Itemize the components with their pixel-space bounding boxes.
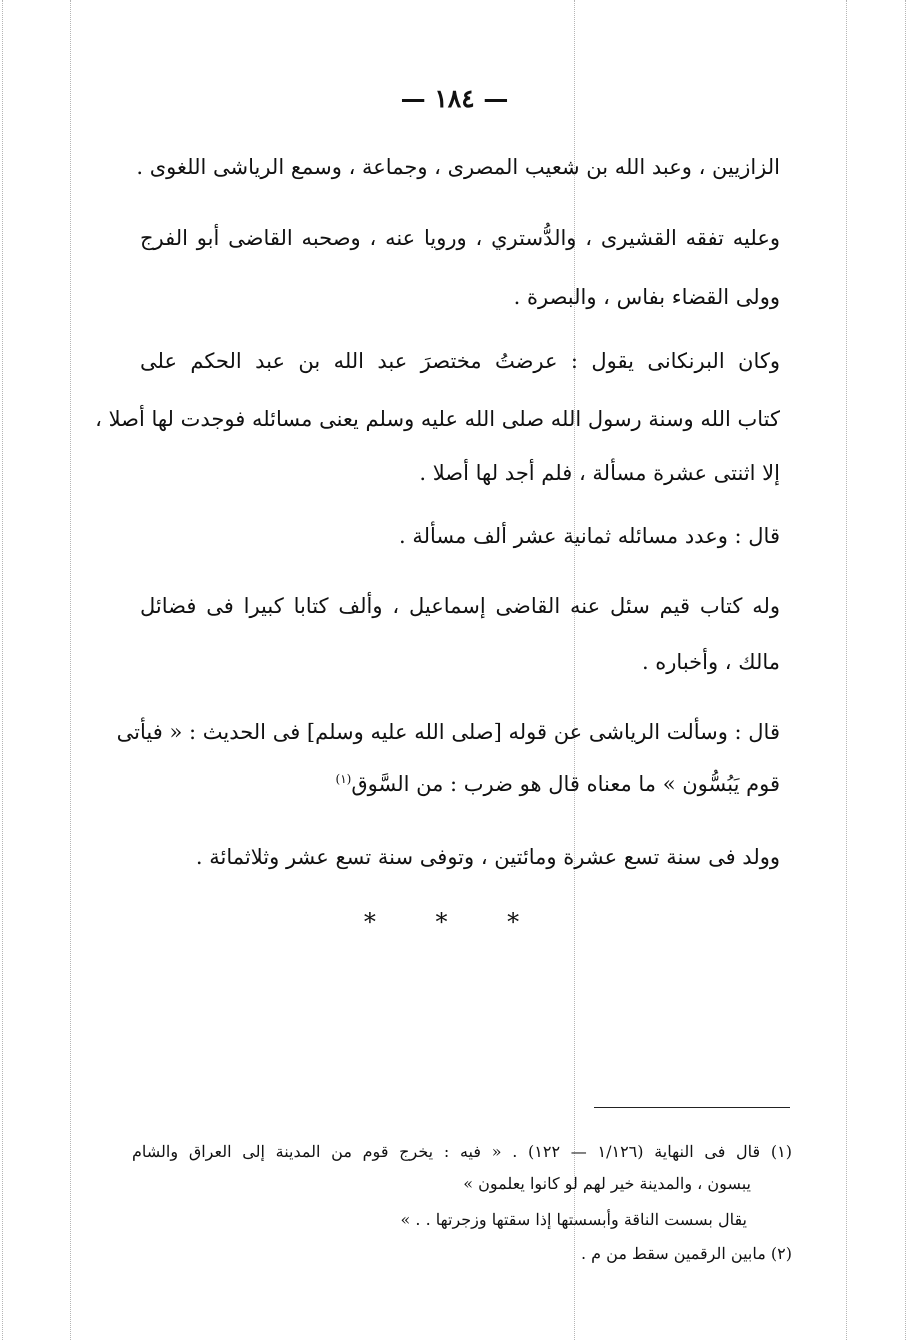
scan-margin-line xyxy=(70,0,71,1340)
scan-margin-line xyxy=(905,0,906,1340)
body-line: قال : وعدد مسائله ثمانية عشر ألف مسألة . xyxy=(398,524,780,548)
footnote-line: يقال بسست الناقة وأبسستها إذا سقتها وزجرتها . . » xyxy=(400,1210,747,1229)
page-number: — ١٨٤ — xyxy=(400,84,509,113)
body-line: وولد فى سنة تسع عشرة ومائتين ، وتوفى سنة تسع عشر وثلاثمائة . xyxy=(195,845,780,869)
body-line: الزازيين ، وعبد الله بن شعيب المصرى ، وجماعة ، وسمع الرياشى اللغوى . xyxy=(136,155,780,179)
body-line: إلا اثنتى عشرة مسألة ، فلم أجد لها أصلا . xyxy=(419,461,780,485)
footnote-line: يبسون ، والمدينة خير لهم لو كانوا يعلمون » xyxy=(463,1174,751,1193)
body-line: وكان البرنكانى يقول : عرضتُ مختصرَ عبد الله بن عبد الحكم على xyxy=(140,349,780,373)
body-line: قال : وسألت الرياشى عن قوله [صلى الله عليه وسلم] فى الحديث : « فيأتى xyxy=(116,720,780,744)
scan-margin-line xyxy=(846,0,847,1340)
body-line xyxy=(140,769,780,799)
footnote-rule xyxy=(594,1107,790,1108)
body-line: وعليه تفقه القشيرى ، والدُّستري ، ورويا عنه ، وصحبه القاضى أبو الفرج xyxy=(140,226,780,250)
footnote-marker-1: (١) xyxy=(335,772,352,786)
footnote-line: (١) قال فى النهاية (١/١٢٦ — ١٢٢) . « فيه : يخرج قوم من المدينة إلى العراق والشام xyxy=(132,1142,793,1161)
scan-margin-line xyxy=(2,0,3,1340)
body-line: وله كتاب قيم سئل عنه القاضى إسماعيل ، وألف كتابا كبيرا فى فضائل xyxy=(140,594,780,618)
section-separator: * * * xyxy=(363,908,546,936)
body-line: كتاب الله وسنة رسول الله صلى الله عليه وسلم يعنى مسائله فوجدت لها أصلا ، xyxy=(95,407,780,431)
footnote-line: (٢) مابين الرقمين سقط من م . xyxy=(581,1244,792,1263)
body-line: مالك ، وأخباره . xyxy=(641,650,780,674)
body-line-text: قوم يَبُسُّون » ما معناه قال هو ضرب : من السَّوق xyxy=(351,772,780,796)
body-line: وولى القضاء بفاس ، والبصرة . xyxy=(513,285,780,309)
